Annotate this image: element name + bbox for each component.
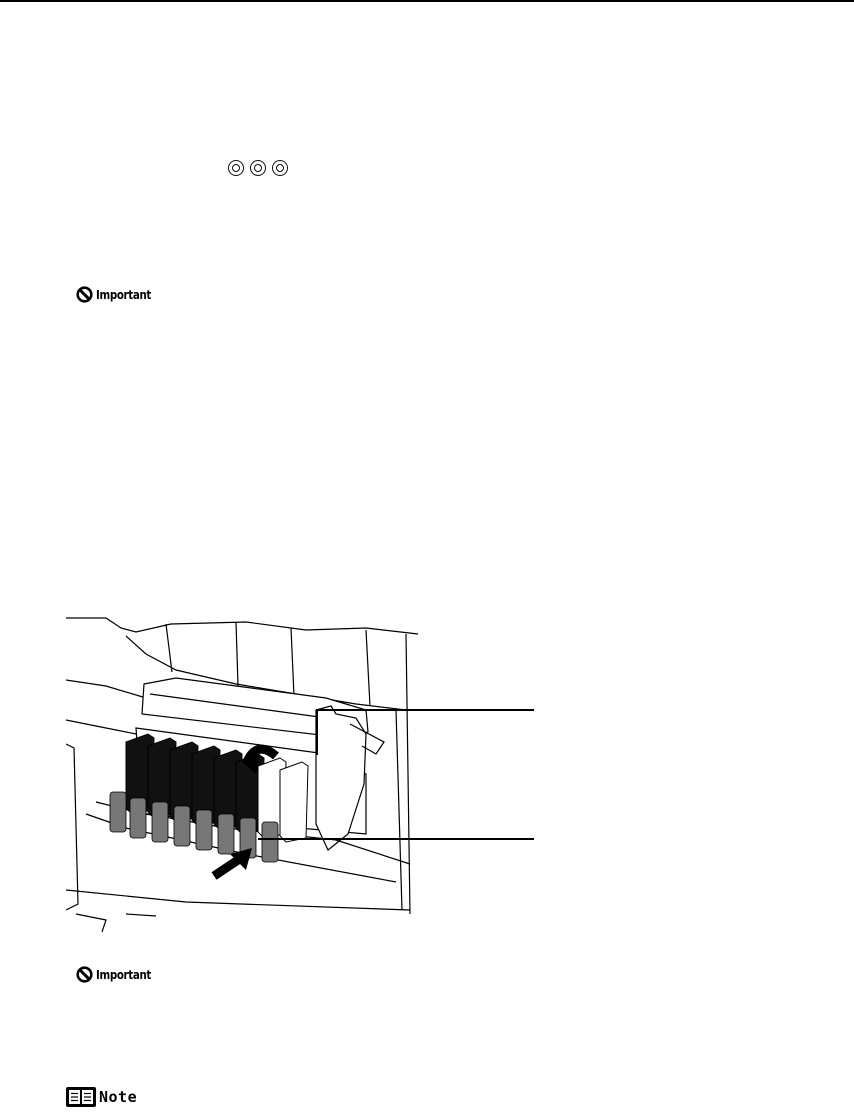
important-callout-1 <box>76 286 163 303</box>
open-book-icon <box>66 1087 96 1107</box>
concentric-ring-button-icon <box>250 160 266 176</box>
leader-line-tank <box>258 838 534 840</box>
note-callout <box>66 1087 137 1107</box>
ink-tank-illustration <box>66 614 422 932</box>
important-callout-2 <box>76 966 163 983</box>
concentric-ring-button-icon <box>228 160 244 176</box>
important-label: Important <box>96 967 151 982</box>
button-indicator-row <box>228 160 288 176</box>
page-header-rule <box>0 0 854 2</box>
leader-line-lever-drop <box>316 709 318 755</box>
concentric-ring-button-icon <box>272 160 288 176</box>
leader-line-lever <box>316 709 534 711</box>
prohibition-icon <box>76 966 93 983</box>
prohibition-icon <box>76 286 93 303</box>
important-label: Important <box>96 287 151 302</box>
note-label: Note <box>99 1088 138 1106</box>
